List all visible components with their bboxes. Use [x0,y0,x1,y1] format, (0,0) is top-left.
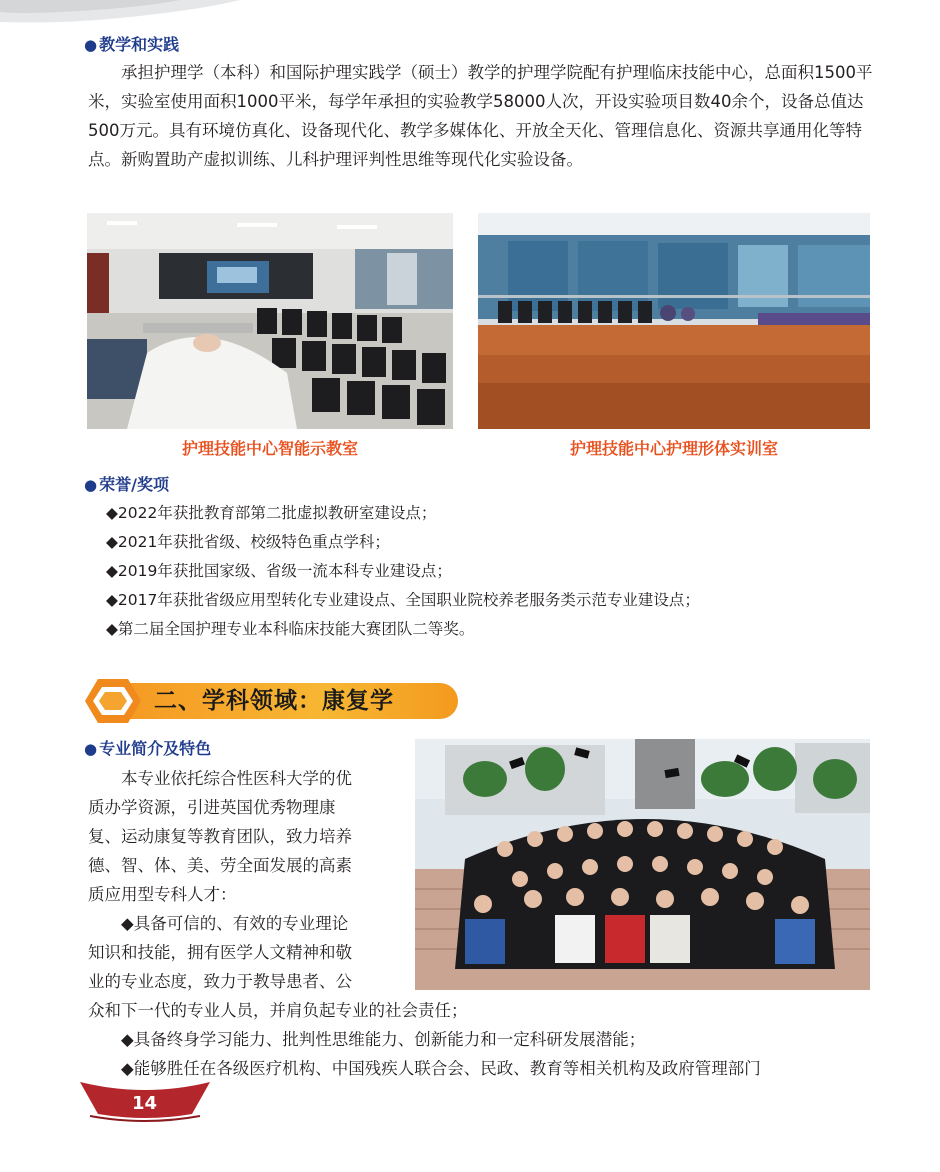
intro-line: ◆能够胜任在各级医疗机构、中国残疾人联合会、民政、教育等相关机构及政府管理部门 [121,1059,761,1078]
caption-training-room: 护理技能中心护理形体实训室 [569,439,778,458]
banner-title: 二、学科领域：康复学 [154,688,394,714]
honors-list [106,499,700,644]
intro-line: 众和下一代的专业人员，并肩负起专业的社会责任； [88,1001,468,1020]
section-heading-teaching: ● 教学和实践 [84,35,180,54]
intro-column-text [88,764,410,996]
photo-training-room [478,213,870,429]
section-heading-intro: ● 专业简介及特色 [84,739,212,758]
honor-item: ◆2022年获批教育部第二批虚拟教研室建设点； [106,504,437,522]
graduation-illustration [415,739,870,990]
honor-item: ◆2017年获批省级应用型转化专业建设点、全国职业院校养老服务类示范专业建设点； [106,591,700,609]
intro-line: ◆具备可信的、有效的专业理论 [121,914,349,933]
intro-line: 复、运动康复等教育团队，致力培养 [88,827,352,846]
training-room-illustration [478,213,870,429]
discipline-banner [84,677,460,725]
intro-line: 德、智、体、美、劳全面发展的高素 [88,856,352,875]
page-number: 14 [132,1093,158,1114]
honor-item: ◆第二届全国护理专业本科临床技能大赛团队二等奖。 [106,620,475,638]
intro-line: ◆具备终身学习能力、批判性思维能力、创新能力和一定科研发展潜能； [121,1030,646,1049]
intro-line: 本专业依托综合性医科大学的优 [121,769,352,788]
intro-line: 业的专业态度，致力于教导患者、公 [88,972,352,991]
intro-line: 质办学资源，引进英国优秀物理康 [88,798,336,817]
hexagon-icon [84,677,142,725]
section-heading-honors: ● 荣誉/奖项 [84,475,169,494]
bullet-dot-icon: ● [84,740,98,758]
bullet-dot-icon: ● [84,36,98,54]
intro-line: 知识和技能，拥有医学人文精神和敬 [88,943,352,962]
caption-smart-classroom: 护理技能中心智能示教室 [181,439,358,458]
honor-item: ◆2021年获批省级、校级特色重点学科； [106,533,390,551]
photo-smart-classroom [87,213,453,429]
classroom-illustration [87,213,453,429]
teaching-paragraph: 承担护理学（本科）和国际护理实践学（硕士）教学的护理学院配有护理临床技能中心，总面积1500平米，实验室使用面积1000平米，每学年承担的实验教学58000人次，开设实验项目数40余个，设备总值达500万元。具有环境仿真化、设备现代化、教学多媒体化、开放全天化、管理信息化、资源共享通用化等特点。新购置助产虚拟训练、儿科护理评判性思维等现代化实验设备。 [88,63,873,169]
intro-full-width-text [88,996,761,1083]
honor-item: ◆2019年获批国家级、省级一流本科专业建设点； [106,562,452,580]
photo-graduation-group [415,739,870,990]
bullet-dot-icon: ● [84,476,98,494]
top-decoration [0,0,260,26]
intro-line: 质应用型专科人才： [88,885,237,904]
